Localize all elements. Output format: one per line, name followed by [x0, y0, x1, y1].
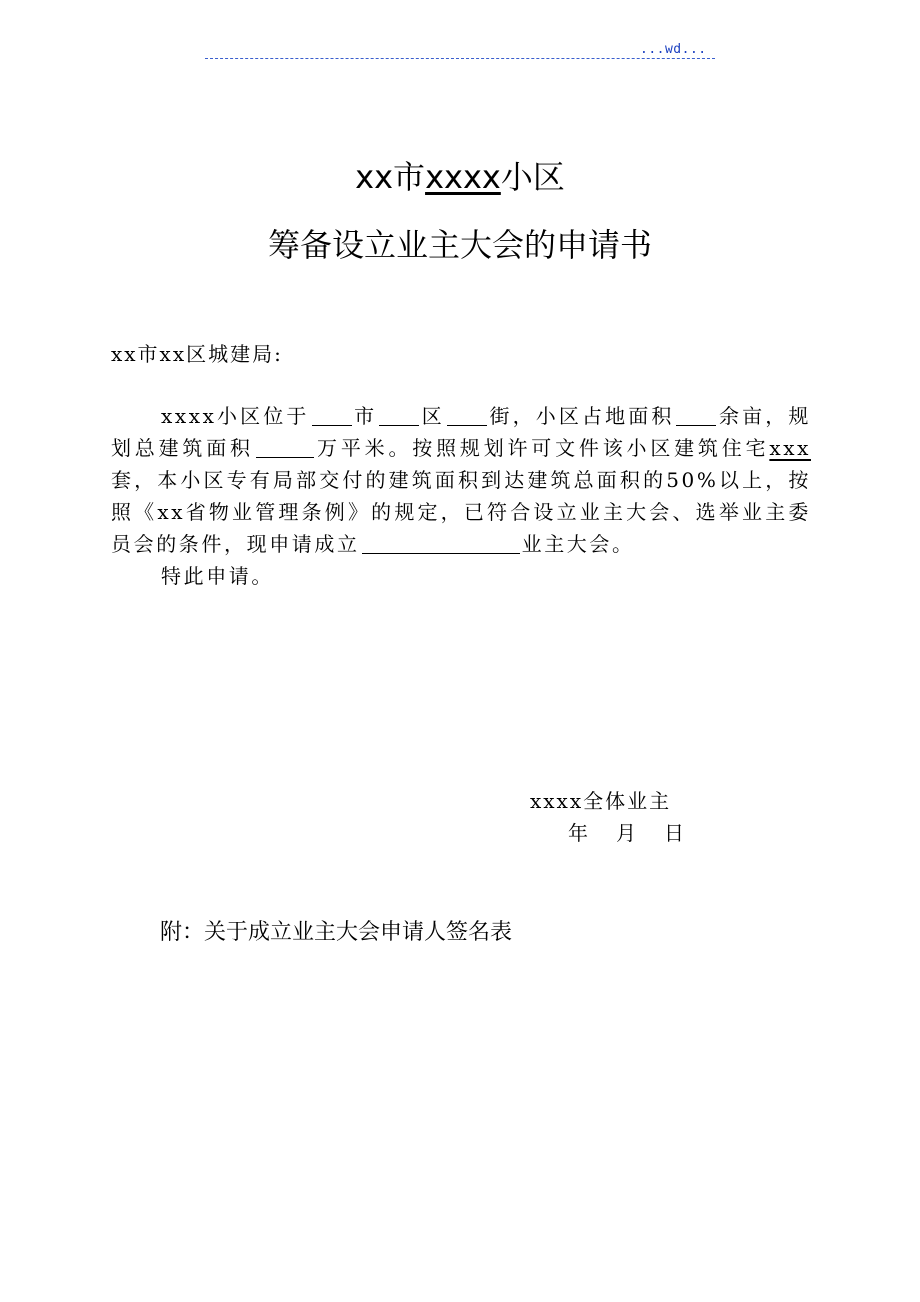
land-area-blank [676, 403, 716, 426]
date-day: 日 [664, 821, 684, 845]
district-blank [379, 403, 419, 426]
body-text-segment: 业主大会。 [521, 532, 635, 556]
body-text-segment: 区 [421, 404, 445, 428]
attachment-note: 附：关于成立业主大会申请人签名表 [160, 920, 513, 945]
document-body [111, 400, 811, 592]
date-line [568, 818, 712, 848]
assembly-name-blank [362, 531, 520, 554]
addressee: xx市xx区城建局: [111, 342, 283, 366]
title-community-name: xxxx [425, 158, 501, 196]
body-text-segment: 套，本小区专有局部交付的建筑面积到达建筑总面积的50%以上，按照《xx省物业管理条例》的规定，已符合设立业主大会、选举业主委员会的条件，现申请成立 [111, 468, 811, 556]
title-community-suffix: 小区 [500, 158, 565, 196]
title-city: xx市 [355, 158, 426, 196]
body-text-segment: 万平米。按照规划许可文件该小区建筑住宅 [315, 436, 770, 460]
body-text-segment: 市 [353, 404, 378, 428]
body-text-segment: xxxx小区位于 [161, 404, 310, 428]
signer: xxxx全体业主 [530, 789, 672, 813]
date-month: 月 [616, 821, 636, 845]
body-text-segment: 街，小区占地面积 [488, 404, 675, 428]
housing-count: xxx [769, 436, 811, 460]
city-blank [312, 403, 352, 426]
document-title-line2: 筹备设立业主大会的申请书 [267, 226, 652, 264]
header-mark: ...wd... [640, 42, 707, 57]
date-year: 年 [568, 821, 588, 845]
body-paragraph [111, 400, 811, 560]
closing-line: 特此申请。 [161, 564, 274, 588]
header-dashed-line [205, 58, 715, 59]
body-text-segment: 余亩，规划总建筑面积 [111, 404, 812, 460]
building-area-blank [256, 435, 314, 458]
street-blank [447, 403, 487, 426]
document-title-line1 [0, 157, 920, 197]
